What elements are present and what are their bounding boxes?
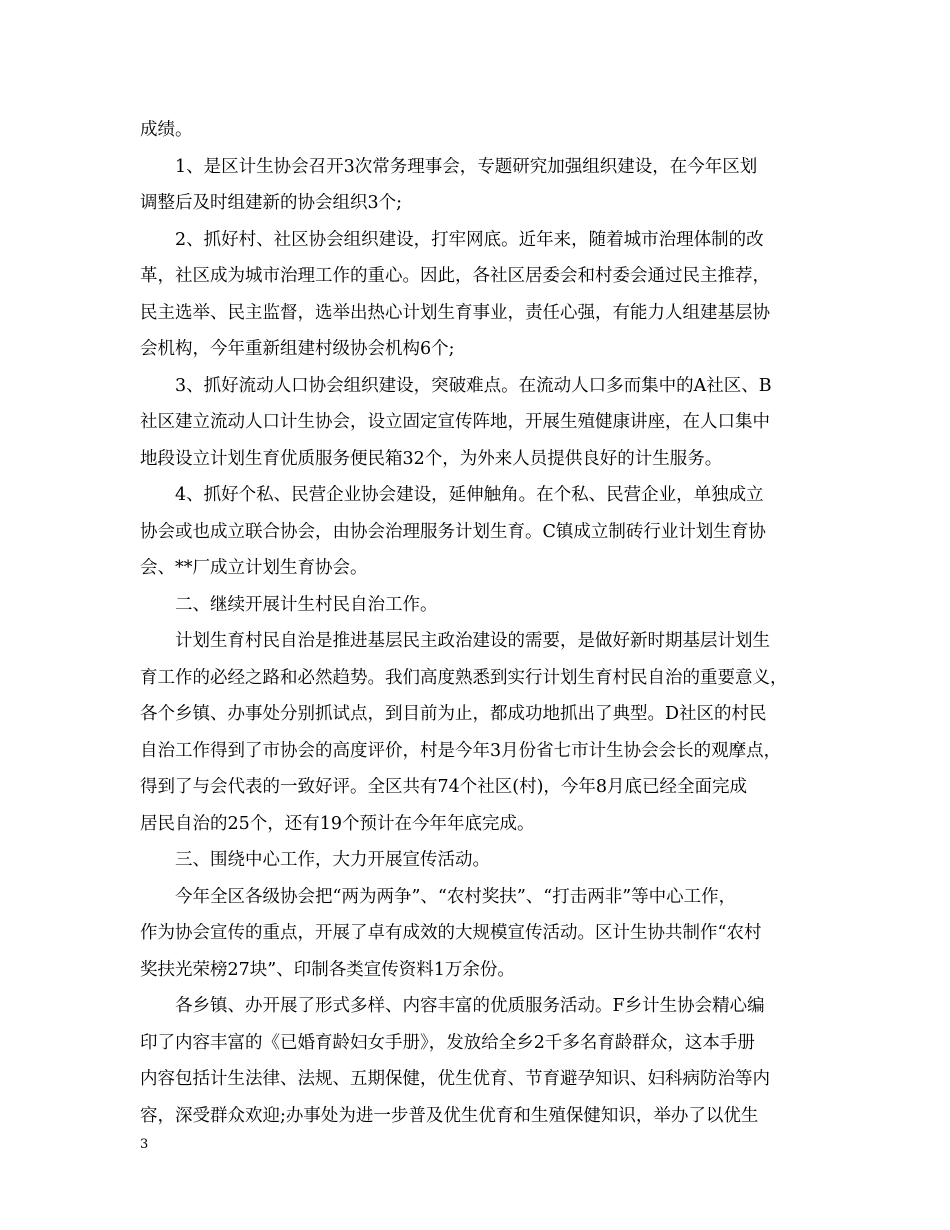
text-line: 1、是区计生协会召开3次常务理事会，专题研究加强组织建设，在今年区划 [175, 156, 758, 177]
text-line: 今年全区各级协会把“两为两争”、“农村奖扶”、“打击两非”等中心工作， [175, 886, 737, 907]
page-number: 3 [140, 1137, 149, 1152]
text-line: 内容包括计生法律、法规、五期保健，优生优育、节育避孕知识、妇科病防治等内 [140, 1069, 770, 1089]
text-line: 居民自治的25个，还有19个预计在今年年底完成。 [140, 813, 535, 834]
text-line: 3、抓好流动人口协会组织建设，突破难点。在流动人口多而集中的A社区、B [175, 375, 772, 396]
text-line: 成绩。 [140, 120, 193, 140]
text-line: 会、**厂成立计划生育协会。 [140, 558, 368, 578]
text-line: 各个乡镇、办事处分别抓试点，到目前为止，都成功地抓出了典型。D社区的村民 [140, 704, 767, 724]
text-line: 容，深受群众欢迎;办事处为进一步普及优生优育和生殖保健知识，举办了以优生 [140, 1105, 759, 1126]
text-line: 地段设立计划生育优质服务便民箱32个，为外来人员提供良好的计生服务。 [140, 448, 723, 469]
text-line: 三、围绕中心工作，大力开展宣传活动。 [175, 850, 490, 870]
text-line: 二、继续开展计生村民自治工作。 [175, 594, 438, 615]
text-line: 各乡镇、办开展了形式多样、内容丰富的优质服务活动。F乡计生协会精心编 [175, 996, 765, 1016]
text-line: 2、抓好村、社区协会组织建设，打牢网底。近年来，随着城市治理体制的改 [175, 229, 764, 250]
text-line: 育工作的必经之路和必然趋势。我们高度熟悉到实行计划生育村民自治的重要意义， [140, 667, 788, 688]
text-line: 印了内容丰富的《已婚育龄妇女手册》，发放给全乡2千多名育龄群众，这本手册 [140, 1032, 755, 1053]
text-line: 奖扶光荣榜27块”、印制各类宣传资料1万余份。 [140, 959, 515, 980]
text-line: 社区建立流动人口计生协会，设立固定宣传阵地，开展生殖健康讲座，在人口集中 [140, 412, 770, 432]
text-line: 4、抓好个私、民营企业协会建设，延伸触角。在个私、民营企业，单独成立 [175, 485, 764, 505]
text-line: 作为协会宣传的重点，开展了卓有成效的大规模宣传活动。区计生协共制作“农村 [140, 923, 762, 943]
text-line: 民主选举、民主监督，选举出热心计划生育事业，责任心强，有能力人组建基层协 [140, 302, 770, 323]
text-line: 调整后及时组建新的协会组织3个; [140, 193, 403, 213]
text-line: 革，社区成为城市治理工作的重心。因此，各社区居委会和村委会通过民主推荐， [140, 266, 770, 286]
text-line: 协会或也成立联合协会，由协会治理服务计划生育。C镇成立制砖行业计划生育协 [140, 521, 766, 542]
body-text [140, 112, 822, 1134]
text-line: 会机构，今年重新组建村级协会机构6个; [140, 339, 455, 359]
text-line: 自治工作得到了市协会的高度评价，村是今年3月份省七市计生协会会长的观摩点， [140, 740, 782, 761]
text-line: 得到了与会代表的一致好评。全区共有74个社区(村)，今年8月底已经全面完成 [140, 777, 748, 797]
text-line: 计划生育村民自治是推进基层民主政治建设的需要，是做好新时期基层计划生 [175, 631, 770, 651]
